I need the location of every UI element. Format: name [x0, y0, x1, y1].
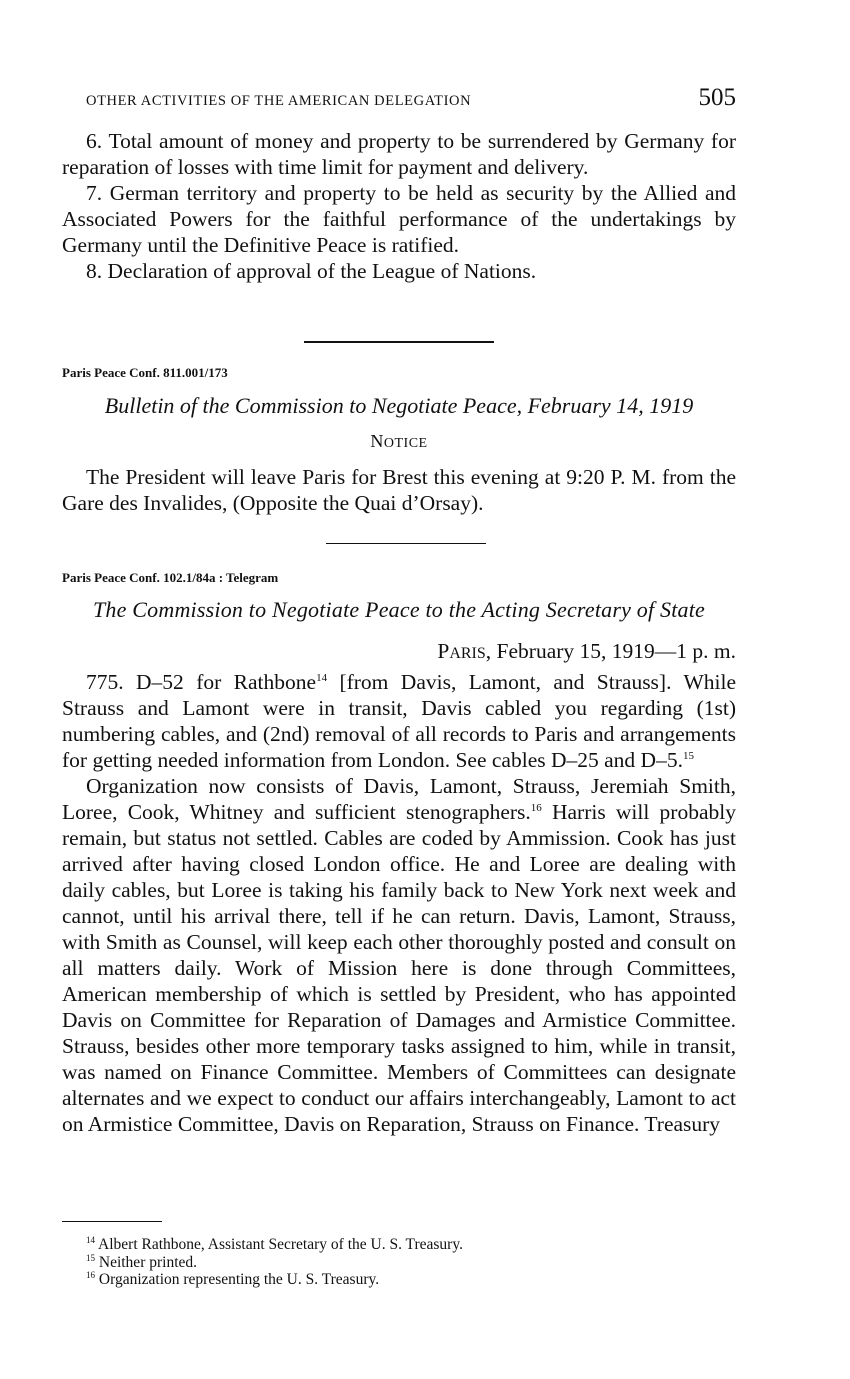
page-number: 505 — [698, 84, 736, 111]
footnote-ref: 15 — [682, 749, 694, 762]
footnote-divider — [62, 1221, 162, 1222]
footnote-text: Albert Rathbone, Assistant Secretary of the U. S. Treasury. — [98, 1236, 463, 1253]
section-divider — [326, 543, 486, 544]
list-item: 6. Total amount of money and property to be surrendered by Germany for reparation of losses with time limit for payment and delivery. — [62, 129, 736, 179]
dateline-date: , February 15, 1919—1 p. m. — [485, 639, 736, 663]
section-divider — [304, 341, 494, 343]
para2-text-b: Harris will probably remain, but status not settled. Cables are coded by Ammission. Cook has just arrived after having closed London office. He and Loree are dealing with daily cables, but Loree is taking his family back to New York next week and cannot, until his arrival there, tell if he can return. Davis, Lamont, Strauss, with Smith as Counsel, will keep each other thoroughly posted and consult on all matters daily. Work of Mission here is done through Committees, American membership of which is settled by President, who has appointed Davis on Committee for Reparation of Damages and Armistice Committee. Strauss, besides other more temporary tasks assigned to him, while in transit, was named on Finance Committee. Members of Committees can designate alternates and we expect to conduct our affairs interchangeably, Lamont to act on Armistice Committee, Davis on Reparation, Strauss on Finance. Treasury — [62, 800, 736, 1136]
list-item: 8. Declaration of approval of the League of Nations. — [86, 259, 537, 283]
footnote-ref: 16 — [530, 801, 542, 814]
para1-text-b: [from Davis, Lamont, and Strauss]. While Strauss and Lamont were in transit, Davis cabled you regarding (1st) numbering cables, and (2nd) removal of all records to Paris and arrangements for getting needed information from London. See cables D–25 and D–5. — [62, 670, 736, 772]
doc1-source: Paris Peace Conf. 811.001/173 — [62, 365, 228, 380]
footnote-ref: 14 — [316, 671, 328, 684]
doc1-title: Bulletin of the Commission to Negotiate Peace, February 14, 1919 — [104, 393, 694, 418]
telegram-paragraph — [62, 669, 736, 773]
demands-list — [62, 128, 736, 284]
footnote — [86, 1254, 736, 1272]
doc2-title: The Commission to Negotiate Peace to the Acting Secretary of State — [93, 597, 705, 622]
dateline — [437, 639, 736, 664]
footnote — [86, 1271, 736, 1289]
footnote-text: Neither printed. — [98, 1253, 198, 1271]
doc1-body: The President will leave Paris for Brest this evening at 9:20 P. M. from the Gare des Invalides, (Opposite the Quai d’Orsay). — [62, 465, 736, 515]
para1-text-a: 775. D–52 for Rathbone — [86, 670, 317, 694]
footnote-number: 16 — [86, 1269, 95, 1280]
running-header — [86, 84, 736, 118]
footnote-text: Organization representing the U. S. Treasury. — [98, 1271, 380, 1288]
para2-text-a: Organization now consists of Davis, Lamont, Strauss, Jeremiah Smith, Loree, Cook, Whitney and sufficient stenographers. — [62, 774, 736, 824]
footnote — [86, 1236, 736, 1254]
notice-heading — [62, 431, 736, 452]
footnotes — [86, 1236, 736, 1289]
dateline-place-rest: ARIS — [449, 645, 486, 662]
telegram-body — [62, 669, 736, 1137]
notice-heading-initial: N — [370, 431, 384, 451]
footnote-number: 15 — [86, 1252, 95, 1263]
running-title: OTHER ACTIVITIES OF THE AMERICAN DELEGATION — [86, 93, 472, 109]
doc2-source: Paris Peace Conf. 102.1/84a : Telegram — [62, 570, 279, 585]
footnote-number: 14 — [86, 1234, 95, 1245]
telegram-paragraph — [62, 773, 736, 1137]
list-item: 7. German territory and property to be held as security by the Allied and Associated Powers for the faithful performance of the undertakings by Germany until the Definitive Peace is ratified. — [62, 181, 736, 257]
notice-heading-rest: OTICE — [383, 436, 428, 451]
dateline-place-initial: P — [437, 639, 450, 663]
